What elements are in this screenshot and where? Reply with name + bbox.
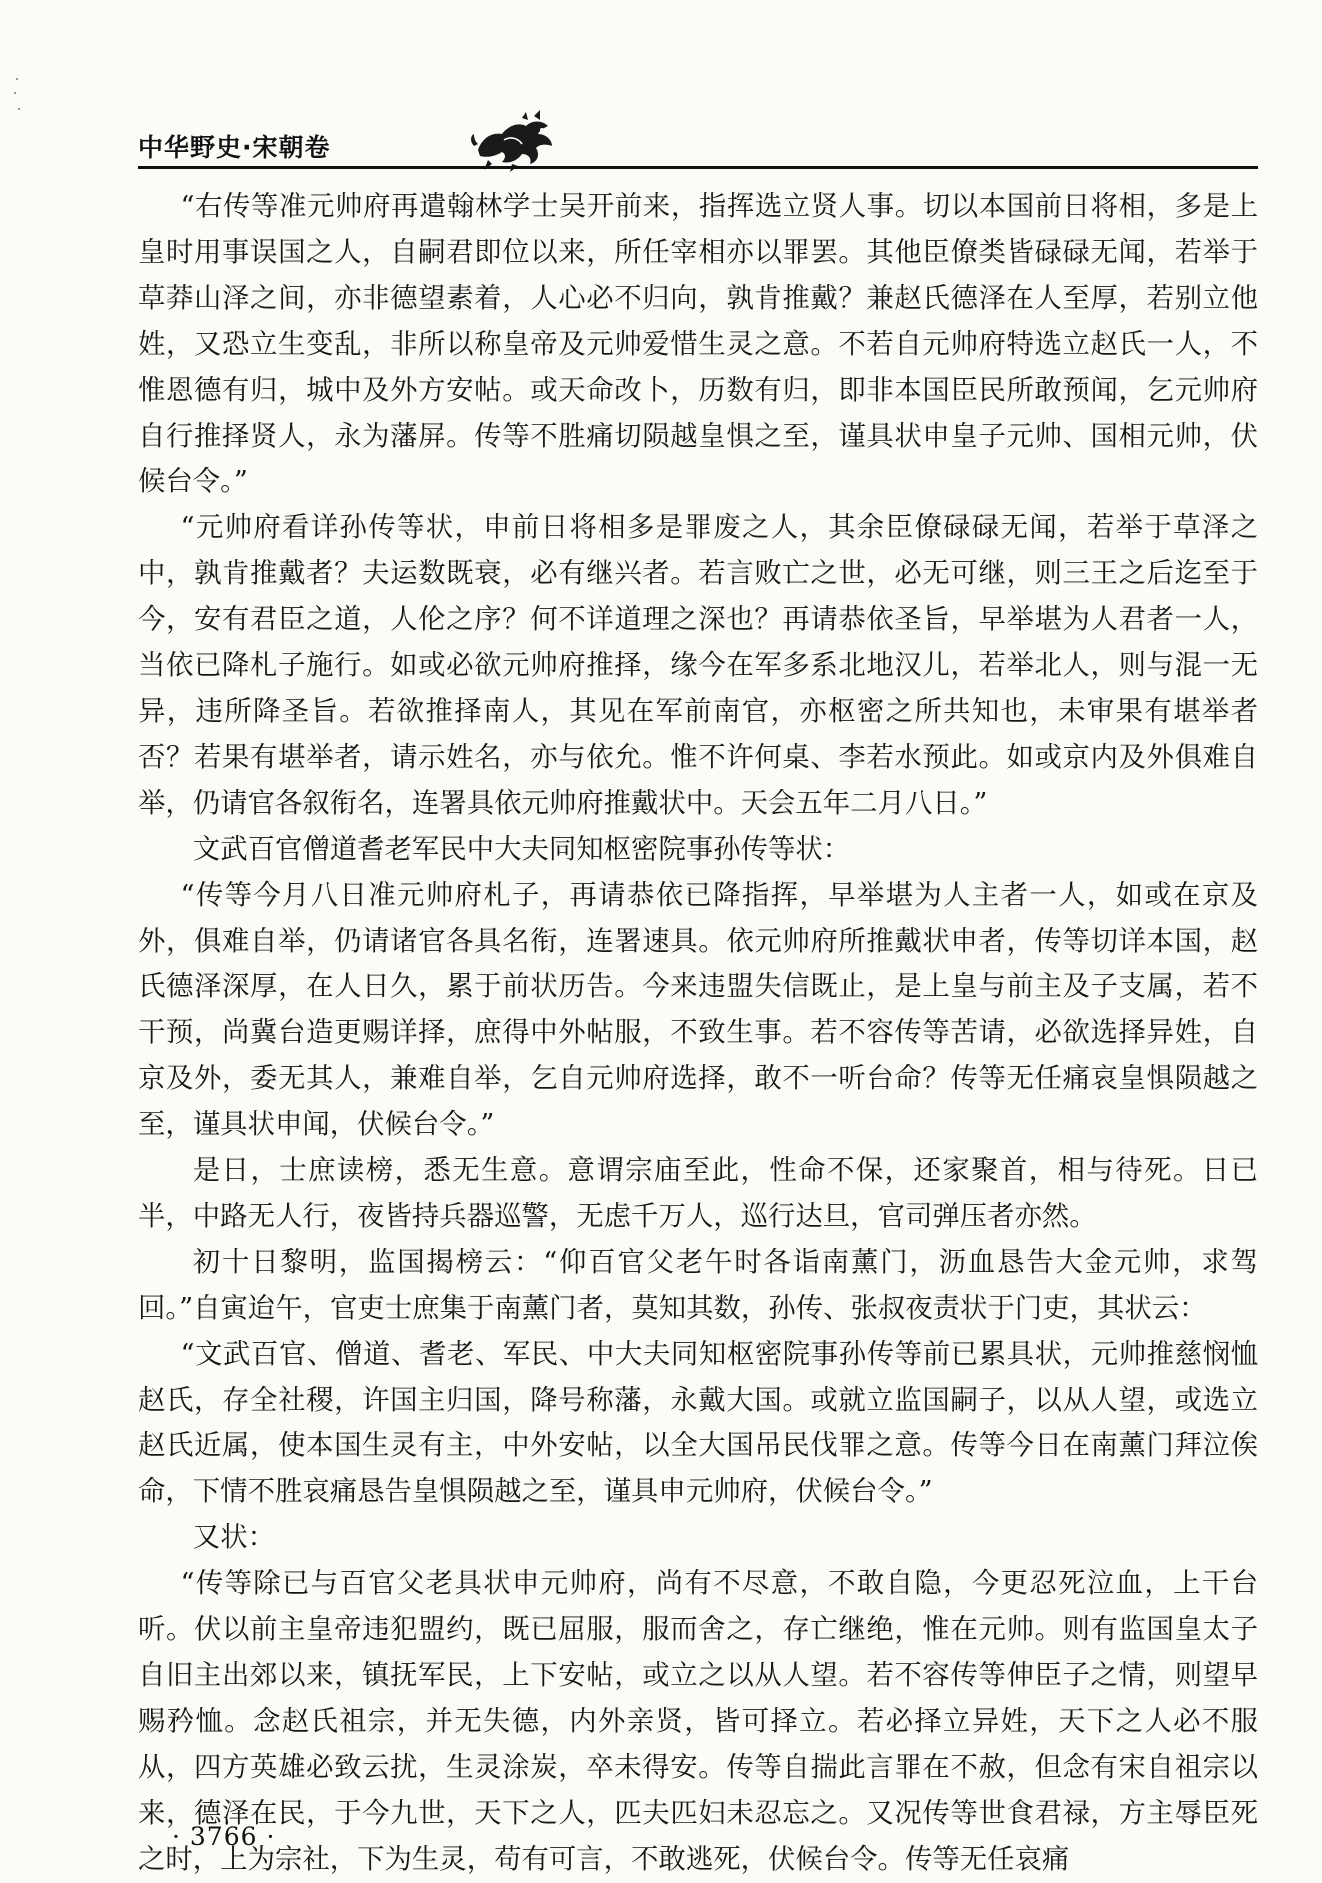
paragraph-4: “传等今月八日准元帅府札子，再请恭依已降指挥，早举堪为人主者一人，如或在京及外，俱难自举，仍请诸官各具名衔，连署速具。依元帅府所推戴状申者，传等切详本国，赵氏德泽深厚，在人日久，累于前状历告。今来违盟失信既止，是上皇与前主及子支属，若不干预，尚冀台造更赐详择，庶得中外帖服，不致生事。若不容传等苦请，必欲选择异姓，自京及外，委无其人，兼难自举，乞自元帅府选择，敢不一听台命？传等无任痛哀皇惧陨越之至，谨具状申闻，伏候台令。”: [138, 879, 1258, 1141]
paragraph-7: “文武百官、僧道、耆老、军民、中大夫同知枢密院事孙传等前已累具状，元帅推慈悯恤赵氏，存全社稷，许国主归国，降号称藩，永戴大国。或就立监国嗣子，以从人望，或选立赵氏近属，使本国生灵有主，中外安帖，以全大国吊民伐罪之意。传等今日在南薰门拜泣俟命，下情不胜哀痛恳告皇惧陨越之至，谨具申元帅府，伏候台令。”: [138, 1338, 1258, 1508]
header-title: 中华野史·宋朝卷: [138, 133, 331, 162]
paragraph-8: 又状：: [192, 1522, 275, 1554]
paragraph-3: 文武百官僧道耆老军民中大夫同知枢密院事孙传等状：: [192, 833, 851, 865]
running-header: [138, 118, 1258, 174]
paragraph-6: 初十日黎明，监国揭榜云：“仰百官父老午时各诣南薰门，沥血恳告大金元帅，求驾回。”自寅迨午，官吏士庶集于南薰门者，莫知其数，孙传、张叔夜责状于门吏，其状云：: [138, 1246, 1258, 1324]
body-text: [138, 184, 1258, 1883]
paragraph-2: “元帅府看详孙传等状，申前日将相多是罪废之人，其余臣僚碌碌无闻，若举于草泽之中，孰肯推戴者？夫运数既衰，必有继兴者。若言败亡之世，必无可继，则三王之后迄至于今，安有君臣之道，人伦之序？何不详道理之深也？再请恭依圣旨，早举堪为人君者一人，当依已降札子施行。如或必欲元帅府推择，缘今在军多系北地汉儿，若举北人，则与混一无异，违所降圣旨。若欲推择南人，其见在军前南官，亦枢密之所共知也，未审果有堪举者否？若果有堪举者，请示姓名，亦与依允。惟不许何桌、李若水预此。如或京内及外俱难自举，仍请官各叙衔名，连署具依元帅府推戴状中。天会五年二月八日。”: [138, 512, 1258, 819]
header-rule: [138, 166, 1258, 169]
paragraph-9: “传等除已与百官父老具状申元帅府，尚有不尽意，不敢自隐，今更忍死泣血，上干台听。伏以前主皇帝违犯盟约，既已屈服，服而舍之，存亡继绝，惟在元帅。则有监国皇太子自旧主出郊以来，镇抚军民，上下安帖，或立之以从人望。若不容传等伸臣子之情，则望早赐矜恤。念赵氏祖宗，并无失德，内外亲贤，皆可择立。若必择立异姓，天下之人必不服从，四方英雄必致云扰，生灵涂炭，卒未得安。传等自揣此言罪在不赦，但念有宋自祖宗以来，德泽在民，于今九世，天下之人，匹夫匹妇未忍忘之。又况传等世食君禄，方主辱臣死之时，上为宗社，下为生灵，苟有可言，不敢逃死，伏候台令。传等无任哀痛: [138, 1568, 1258, 1875]
dragon-icon: [468, 110, 560, 172]
page-number: · 3766 ·: [172, 1822, 276, 1851]
scan-specks: [14, 78, 22, 118]
paragraph-5: 是日，士庶读榜，悉无生意。意谓宗庙至此，性命不保，还家聚首，相与待死。日已半，中路无人行，夜皆持兵器巡警，无虑千万人，巡行达旦，官司弹压者亦然。: [138, 1155, 1258, 1232]
paragraph-1: “右传等准元帅府再遣翰林学士吴开前来，指挥选立贤人事。切以本国前日将相，多是上皇时用事误国之人，自嗣君即位以来，所任宰相亦以罪罢。其他臣僚类皆碌碌无闻，若举于草莽山泽之间，亦非德望素着，人心必不归向，孰肯推戴？兼赵氏德泽在人至厚，若别立他姓，又恐立生变乱，非所以称皇帝及元帅爱惜生灵之意。不若自元帅府特选立赵氏一人，不惟恩德有归，城中及外方安帖。或天命改卜，历数有归，即非本国臣民所敢预闻，乞元帅府自行推择贤人，永为藩屏。传等不胜痛切陨越皇惧之至，谨具状申皇子元帅、国相元帅，伏候台令。”: [138, 191, 1258, 498]
